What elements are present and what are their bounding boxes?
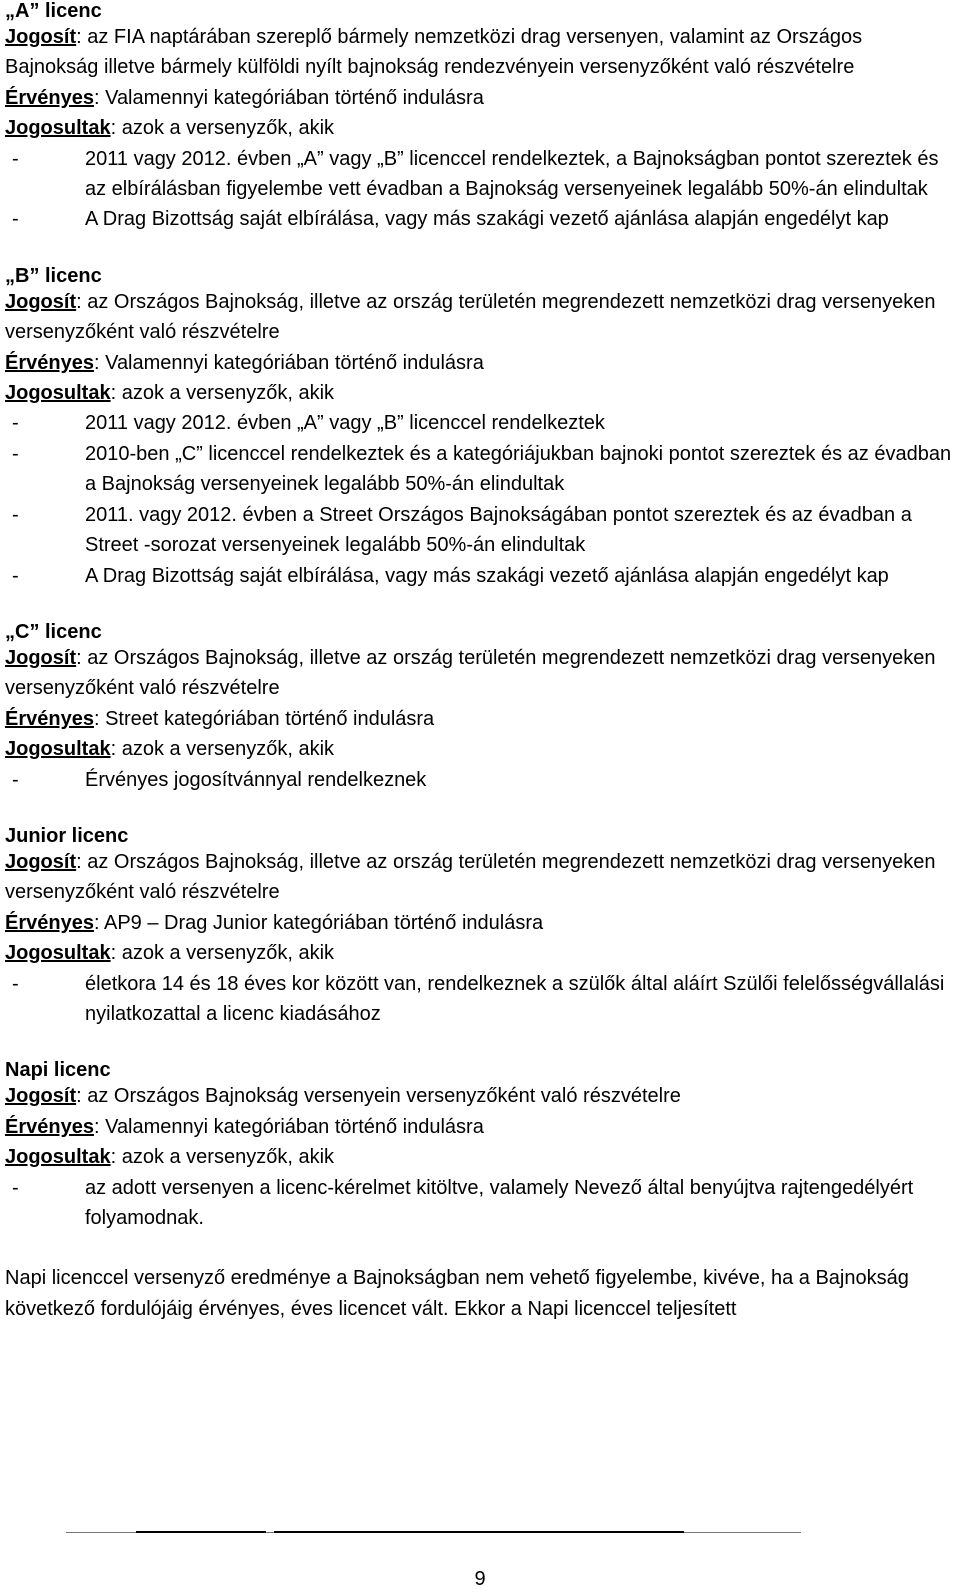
jogosultak-line: [5, 734, 953, 764]
section-a-licenc: [5, 0, 953, 235]
ervenyes-line: [5, 908, 953, 938]
list-item-text: A Drag Bizottság saját elbírálása, vagy más szakági vezető ajánlása alapján engedélyt kap: [85, 208, 889, 231]
ervenyes-text: : Valamennyi kategóriában történő indulásra: [93, 86, 484, 109]
bullet-dash: -: [12, 972, 19, 995]
page-number: 9: [474, 1568, 486, 1590]
jogosultak-text: : azok a versenyzők, akik: [110, 1146, 335, 1169]
list-item-text: az adott versenyen a licenc-kérelmet kitöltve, valamely Nevező által benyújtva rajtengedélyért folyamodnak.: [85, 1176, 914, 1229]
jogosit-line: [5, 22, 953, 83]
list-item: [5, 561, 953, 591]
jogosit-key: Jogosít: [5, 850, 77, 873]
jogosit-text: : az Országos Bajnokság, illetve az ország területén megrendezett nemzetközi drag versenyeken versenyzőként való részvételre: [5, 646, 936, 700]
list-item: [5, 144, 953, 205]
list-item: [5, 1173, 953, 1234]
bullet-dash: -: [12, 503, 19, 526]
footer-rule-segment: [136, 1531, 266, 1533]
bullet-dash: -: [12, 1176, 19, 1199]
bullet-dash: -: [12, 564, 19, 587]
jogosultak-text: : azok a versenyzők, akik: [110, 382, 335, 405]
list-item-text: 2010-ben „C” licenccel rendelkeztek és a kategóriájukban bajnoki pontot szereztek és az évadban a Bajnokság versenyeinek legalább 50%-án elindultak: [85, 442, 952, 496]
jogosit-line: [5, 847, 953, 908]
jogosit-text: : az Országos Bajnokság versenyein versenyzőként való részvételre: [76, 1085, 681, 1108]
ervenyes-key: Érvényes: [5, 1115, 94, 1138]
ervenyes-key: Érvényes: [5, 911, 94, 934]
bullet-list: [5, 765, 953, 795]
ervenyes-text: : Valamennyi kategóriában történő indulásra: [93, 1115, 484, 1138]
ervenyes-key: Érvényes: [5, 351, 94, 374]
list-item: [5, 408, 953, 438]
closing-paragraph: Napi licenccel versenyző eredménye a Bajnokságban nem vehető figyelembe, kivéve, ha a Bajnokság következő fordulójáig érvényes, éves licencet vált. Ekkor a Napi licenccel teljesített: [5, 1267, 909, 1320]
jogosit-line: [5, 643, 953, 704]
ervenyes-text: : Valamennyi kategóriában történő indulásra: [93, 351, 484, 374]
ervenyes-line: [5, 1112, 953, 1142]
jogosultak-line: [5, 378, 953, 408]
jogosit-key: Jogosít: [5, 646, 77, 669]
list-item: [5, 439, 953, 500]
section-title: „B” licenc: [5, 264, 102, 287]
jogosultak-text: : azok a versenyzők, akik: [110, 117, 335, 140]
section-title: Junior licenc: [5, 824, 129, 847]
ervenyes-line: [5, 704, 953, 734]
jogosultak-text: : azok a versenyzők, akik: [110, 942, 335, 965]
jogosit-text: : az FIA naptárában szereplő bármely nemzetközi drag versenyen, valamint az Országos Bajnokság illetve bármely külföldi nyílt bajnokság rendezvényein versenyzőként való részvételre: [5, 26, 863, 79]
bullet-dash: -: [12, 768, 19, 791]
section-title: „C” licenc: [5, 620, 102, 643]
bullet-dash: -: [12, 208, 19, 231]
footer-rule-segment: [274, 1531, 684, 1533]
jogosultak-text: : azok a versenyzők, akik: [110, 738, 335, 761]
jogosultak-line: [5, 113, 953, 143]
section-c-licenc: [5, 621, 953, 795]
ervenyes-line: [5, 348, 953, 378]
bullet-dash: -: [12, 442, 19, 465]
list-item-text: 2011 vagy 2012. évben „A” vagy „B” licenccel rendelkeztek, a Bajnokságban pontot szereztek és az elbírálásban figyelembe vett évadban a Bajnokság versenyeinek legalább 50%-án elindultak: [85, 147, 939, 201]
document-page: [5, 0, 953, 1324]
list-item: [5, 969, 953, 1030]
bullet-list: [5, 144, 953, 235]
list-item: [5, 500, 953, 561]
jogosit-text: : az Országos Bajnokság, illetve az ország területén megrendezett nemzetközi drag versenyeken versenyzőként való részvételre: [5, 290, 936, 344]
ervenyes-text: : Street kategóriában történő indulásra: [93, 707, 435, 730]
list-item: [5, 765, 953, 795]
bullet-dash: -: [12, 412, 19, 435]
jogosit-line: [5, 287, 953, 348]
jogosultak-line: [5, 938, 953, 968]
list-item-text: A Drag Bizottság saját elbírálása, vagy más szakági vezető ajánlása alapján engedélyt kap: [85, 564, 889, 587]
section-junior-licenc: [5, 825, 953, 1029]
jogosit-line: [5, 1081, 953, 1111]
jogosultak-key: Jogosultak: [5, 382, 111, 405]
bullet-list: [5, 408, 953, 590]
jogosultak-key: Jogosultak: [5, 1146, 111, 1169]
jogosit-text: : az Országos Bajnokság, illetve az ország területén megrendezett nemzetközi drag versenyeken versenyzőként való részvételre: [5, 850, 936, 904]
list-item-text: Érvényes jogosítvánnyal rendelkeznek: [85, 768, 427, 791]
list-item-text: 2011. vagy 2012. évben a Street Országos Bajnokságában pontot szereztek és az évadban a Street -sorozat versenyeinek legalább 50%-án elindultak: [85, 503, 912, 557]
jogosultak-key: Jogosultak: [5, 738, 111, 761]
section-b-licenc: [5, 265, 953, 591]
bullet-dash: -: [12, 147, 19, 170]
jogosultak-key: Jogosultak: [5, 117, 111, 140]
bullet-list: [5, 969, 953, 1030]
ervenyes-key: Érvényes: [5, 707, 94, 730]
list-item: [5, 204, 953, 234]
bullet-list: [5, 1173, 953, 1234]
jogosit-key: Jogosít: [5, 26, 77, 48]
list-item-text: életkora 14 és 18 éves kor között van, rendelkeznek a szülők által aláírt Szülői felelősségvállalási nyilatkozattal a licenc kiadásához: [85, 972, 945, 1025]
jogosultak-line: [5, 1142, 953, 1172]
ervenyes-line: [5, 83, 953, 113]
ervenyes-key: Érvényes: [5, 86, 94, 109]
list-item-text: 2011 vagy 2012. évben „A” vagy „B” licenccel rendelkeztek: [85, 412, 605, 435]
ervenyes-text: : AP9 – Drag Junior kategóriában történő indulásra: [93, 911, 544, 934]
section-title: „A” licenc: [5, 0, 102, 22]
jogosit-key: Jogosít: [5, 1085, 77, 1108]
jogosultak-key: Jogosultak: [5, 942, 111, 965]
section-title: Napi licenc: [5, 1059, 111, 1082]
section-napi-licenc: [5, 1059, 953, 1233]
jogosit-key: Jogosít: [5, 290, 77, 313]
